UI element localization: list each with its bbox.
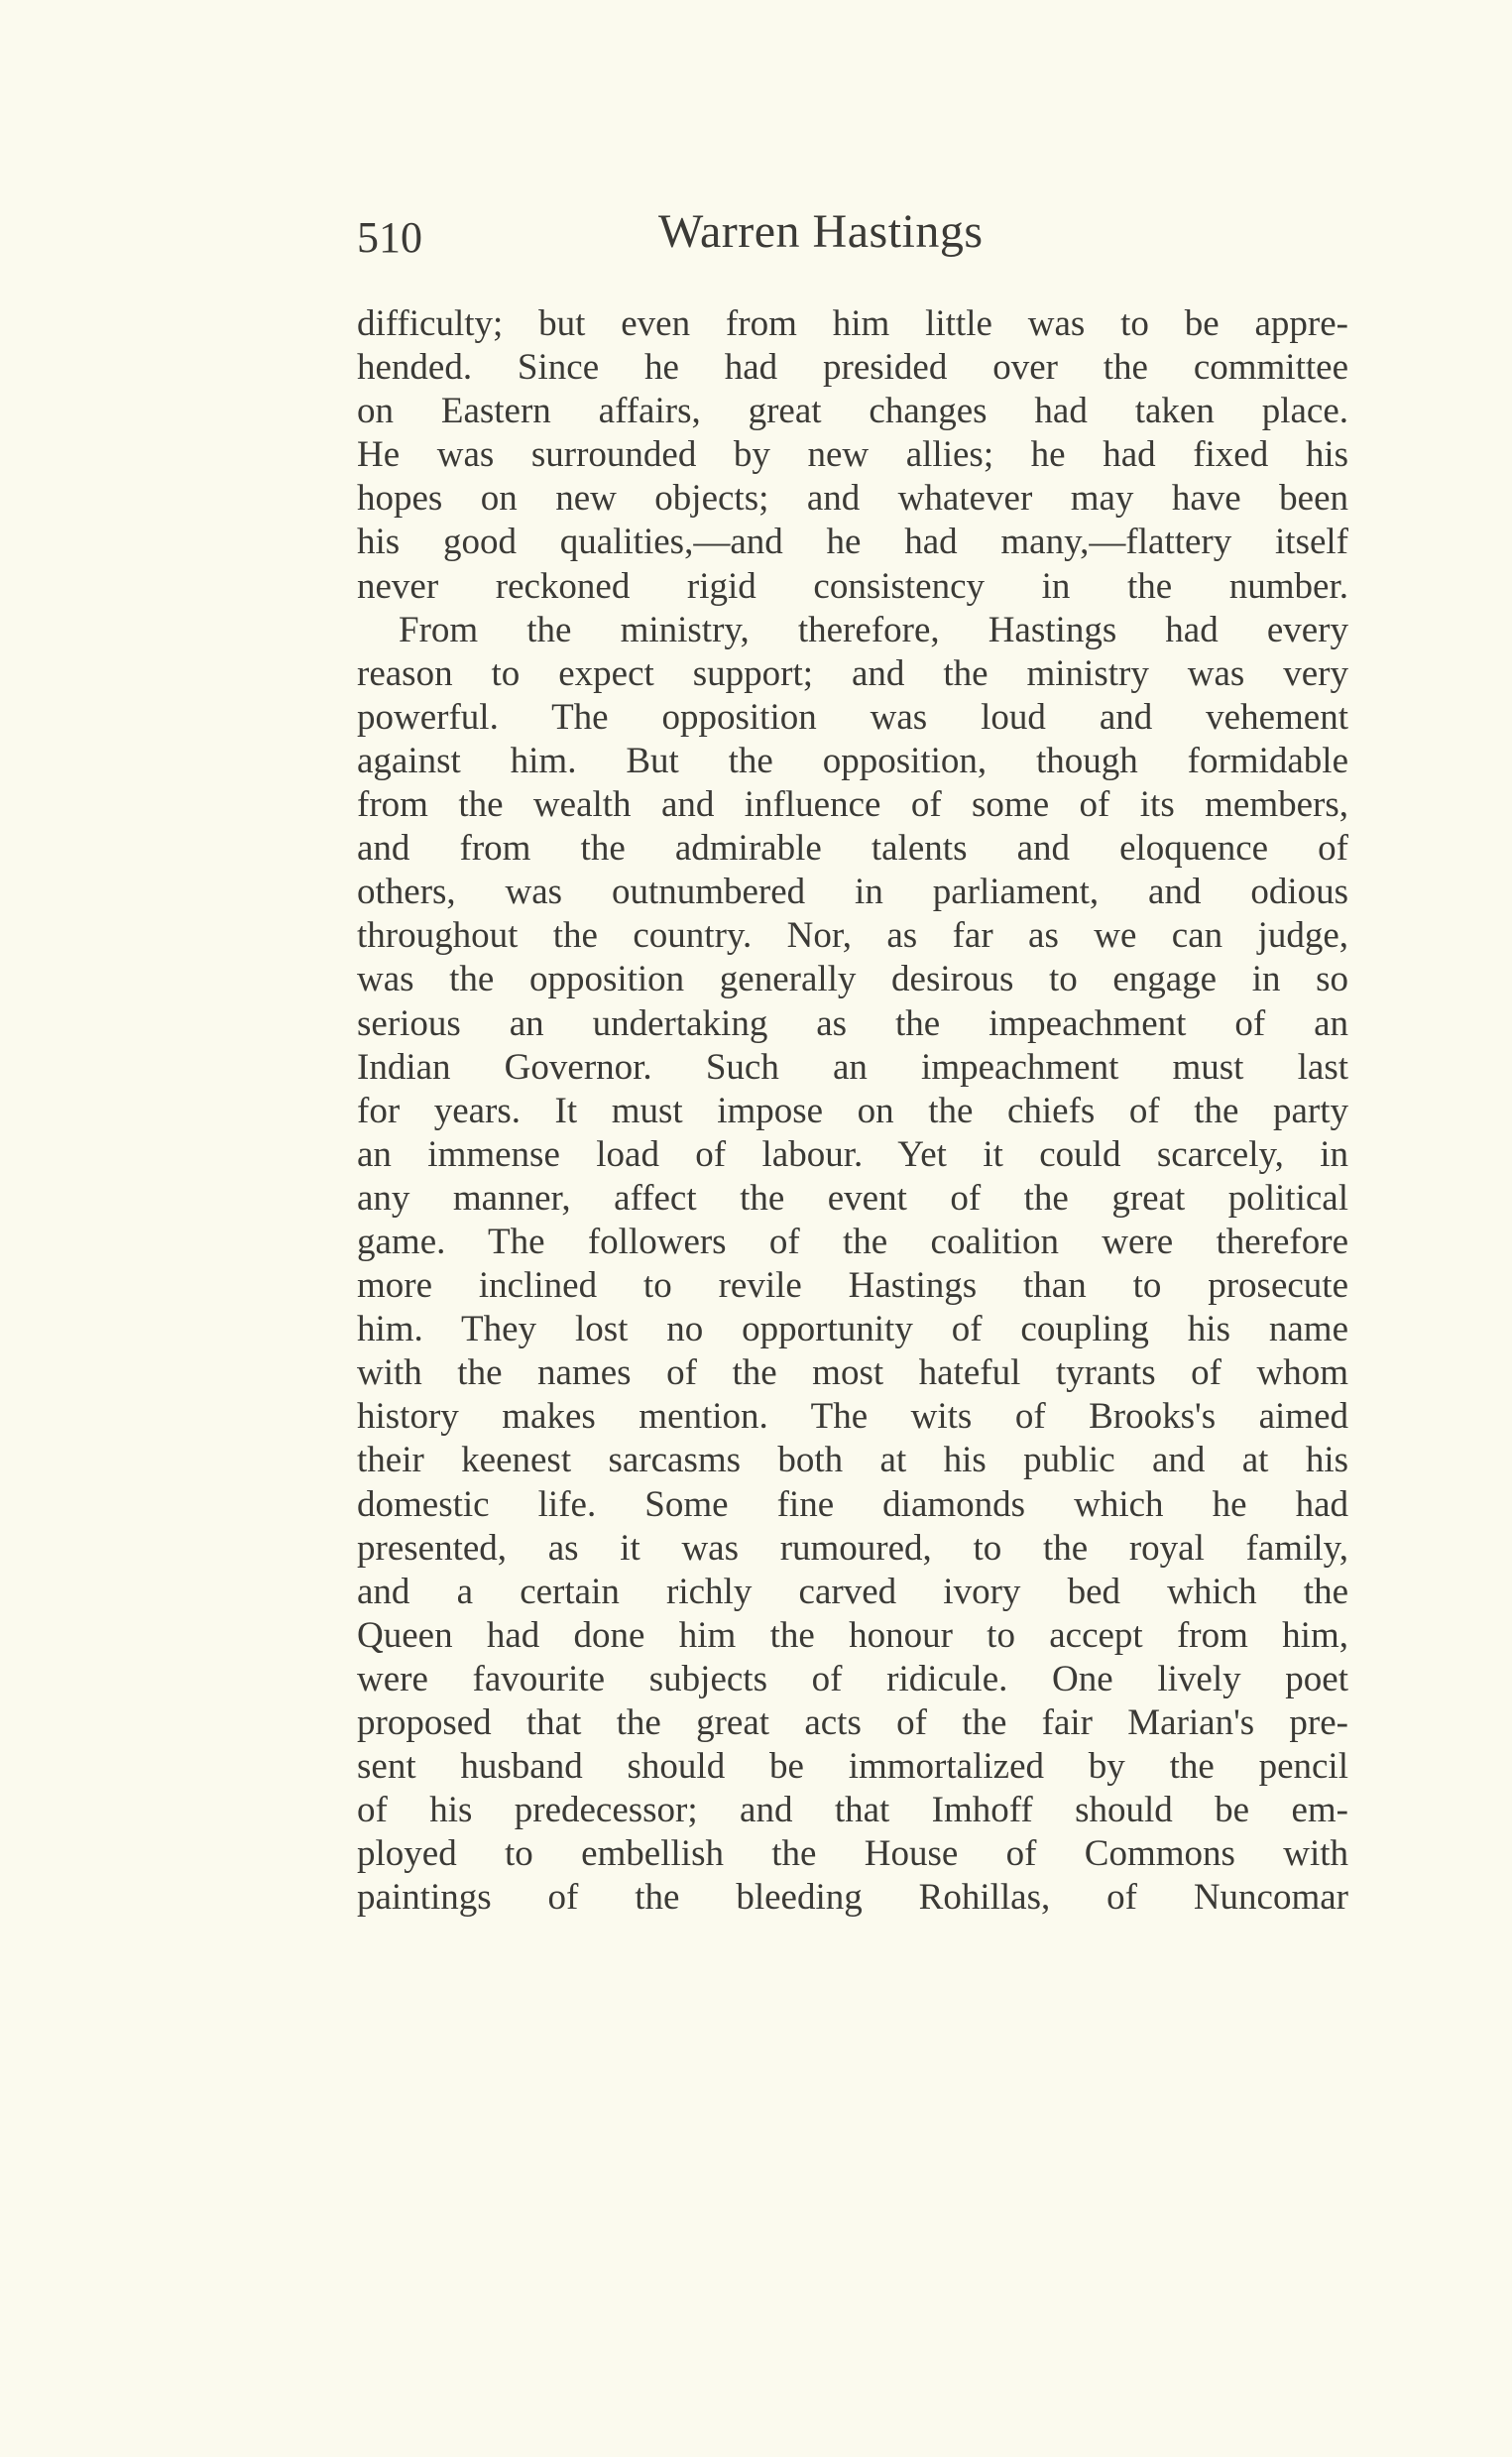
text-line: proposed that the great acts of the fair Marian's pre- [357,1702,1348,1743]
text-line: never reckoned rigid consistency in the number. [357,565,1348,607]
text-line: on Eastern affairs, great changes had taken place. [357,391,1348,432]
text-line: reason to expect support; and the ministry was very [357,652,1348,694]
page-number: 510 [357,213,422,262]
text-line: and from the admirable talents and eloquence of [357,828,1348,870]
text-line: presented, as it was rumoured, to the royal family, [357,1527,1348,1569]
text-line: Queen had done him the honour to accept from him, [357,1614,1348,1656]
text-line: his good qualities,—and he had many,—flattery itself [357,522,1348,563]
text-line: more inclined to revile Hastings than to prosecute [357,1265,1348,1307]
text-line: throughout the country. Nor, as far as we can judge, [357,915,1348,957]
text-line: difficulty; but even from him little was to be appre- [357,303,1348,344]
text-line: was the opposition generally desirous to engage in so [357,959,1348,1000]
text-line: game. The followers of the coalition were therefore [357,1221,1348,1262]
text-line: He was surrounded by new allies; he had fixed his [357,434,1348,476]
text-line: ployed to embellish the House of Commons with [357,1833,1348,1875]
text-line: others, was outnumbered in parliament, and odious [357,872,1348,913]
text-line: of his predecessor; and that Imhoff should be em- [357,1790,1348,1831]
text-line: history makes mention. The wits of Brooks's aimed [357,1396,1348,1438]
text-line: domestic life. Some fine diamonds which he had [357,1483,1348,1525]
text-line: hended. Since he had presided over the committee [357,347,1348,389]
text-line: their keenest sarcasms both at his public and at his [357,1440,1348,1481]
text-line: sent husband should be immortalized by the pencil [357,1746,1348,1788]
text-line: with the names of the most hateful tyrants of whom [357,1352,1348,1394]
text-line: any manner, affect the event of the great political [357,1177,1348,1219]
text-line: Indian Governor. Such an impeachment must last [357,1046,1348,1088]
text-line: against him. But the opposition, though formidable [357,740,1348,781]
text-line: for years. It must impose on the chiefs of the party [357,1090,1348,1131]
body-text [357,302,1348,1920]
text-line: him. They lost no opportunity of coupling his name [357,1309,1348,1350]
text-line: were favourite subjects of ridicule. One lively poet [357,1658,1348,1699]
running-title: Warren Hastings [658,205,984,258]
text-line: paintings of the bleeding Rohillas, of Nuncomar [357,1877,1348,1919]
text-line: an immense load of labour. Yet it could scarcely, in [357,1133,1348,1175]
text-line: powerful. The opposition was loud and vehement [357,696,1348,738]
text-line: serious an undertaking as the impeachment of an [357,1002,1348,1044]
text-line: hopes on new objects; and whatever may have been [357,478,1348,520]
paragraph-start-line: From the ministry, therefore, Hastings had every [399,609,1348,650]
text-line: from the wealth and influence of some of its members, [357,784,1348,826]
text-line: and a certain richly carved ivory bed which the [357,1571,1348,1612]
